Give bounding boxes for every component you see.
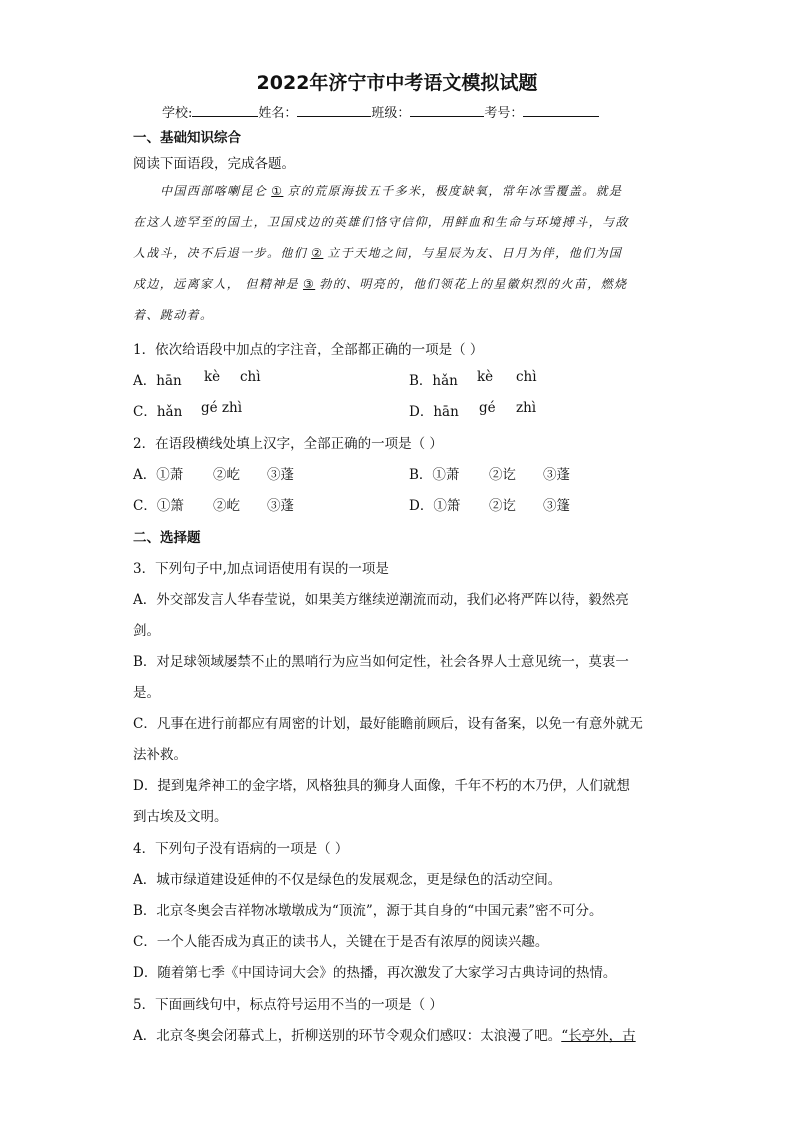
q2-a-2: ②屹 (213, 467, 240, 483)
q1-d-3: zhì (516, 400, 537, 416)
q1-c-2: gé zhì (201, 400, 243, 416)
q5-stem: 5．下面画线句中，标点符号运用不当的一项是（ ） (133, 997, 443, 1013)
passage-text: 勃的、明亮的，他们领花上的星徽炽烈的火苗，燃烧 (319, 277, 628, 291)
q2-c-3: ③蓬 (267, 498, 294, 514)
q2-option-b[interactable] (409, 463, 570, 483)
class-blank[interactable] (410, 102, 484, 117)
q2-b-1: B．①萧 (409, 467, 460, 483)
q2-option-c[interactable] (133, 494, 294, 514)
q2-d-1: D．①箫 (409, 498, 461, 514)
q3-option-d-cont: 到古埃及文明。 (133, 809, 228, 825)
passage-line-1 (160, 182, 622, 199)
q1-option-b[interactable] (409, 369, 537, 389)
q3-option-c[interactable]: C．凡事在进行前都应有周密的计划，最好能瞻前顾后，设有备案，以免一有意外就无 (133, 716, 643, 732)
passage-line-2: 在这人迹罕至的国土，卫国戍边的英雄们恪守信仰，用鲜血和生命与环境搏斗，与敌 (133, 215, 629, 229)
section2-heading: 二、选择题 (133, 530, 201, 546)
q1-option-c[interactable] (133, 400, 243, 420)
q1-b-3: chì (516, 369, 537, 385)
passage-line-4 (133, 275, 627, 292)
q5-a-text: A．北京冬奥会闭幕式上，折柳送别的环节令观众们感叹：太浪漫了吧。 (133, 1028, 562, 1044)
q4-option-a[interactable]: A．城市绿道建设延伸的不仅是绿色的发展观念，更是绿色的活动空间。 (133, 872, 562, 888)
q1-d-1: D．hān (409, 404, 459, 420)
q1-d-2: gé (479, 400, 496, 416)
q4-stem: 4．下列句子没有语病的一项是（ ） (133, 841, 349, 857)
passage-line-5: 着、跳动着。 (133, 308, 214, 322)
passage-text: 人战斗，决不后退一步。他们 (133, 246, 308, 260)
q2-c-1: C．①箫 (133, 498, 184, 514)
q1-b-1: B．hǎn (409, 373, 458, 389)
class-label: 班级： (371, 106, 411, 121)
passage-text: 京的荒原海拔五千多米，极度缺氧，常年冰雪覆盖。就是 (287, 184, 623, 198)
blank-marker-1: ① (271, 184, 284, 198)
section1-intro: 阅读下面语段，完成各题。 (133, 156, 295, 172)
q1-a-3: chì (240, 369, 261, 385)
q3-option-d[interactable]: D．提到鬼斧神工的金字塔，风格独具的狮身人面像，千年不朽的木乃伊，人们就想 (133, 778, 630, 794)
student-info-row (162, 102, 599, 121)
q2-a-1: A．①萧 (133, 467, 184, 483)
q1-a-2: kè (204, 369, 221, 385)
q1-stem: 1．依次给语段中加点的字注音，全部都正确的一项是（ ） (133, 342, 484, 358)
page-title: 2022年济宁市中考语文模拟试题 (256, 72, 538, 94)
q2-option-a[interactable] (133, 463, 294, 483)
name-blank[interactable] (297, 102, 371, 117)
q2-option-d[interactable] (409, 494, 570, 514)
q2-b-2: ②讫 (489, 467, 516, 483)
q3-option-b-cont: 是。 (133, 685, 160, 701)
q2-b-3: ③蓬 (543, 467, 570, 483)
q1-a-1: A．hān (133, 373, 182, 389)
exam-no-blank[interactable] (523, 102, 599, 117)
q1-c-1: C．hǎn (133, 404, 183, 420)
q2-c-2: ②屹 (213, 498, 240, 514)
q4-option-d[interactable]: D．随着第七季《中国诗词大会》的热播，再次激发了大家学习古典诗词的热情。 (133, 965, 617, 981)
q2-a-3: ③蓬 (267, 467, 294, 483)
q2-stem: 2．在语段横线处填上汉字，全部正确的一项是（ ） (133, 436, 443, 452)
q1-b-2: kè (477, 369, 494, 385)
q3-stem: 3．下列句子中,加点词语使用有误的一项是 (133, 561, 389, 577)
q5-a-underlined: “长亭外，古 (561, 1028, 636, 1044)
q5-option-a[interactable] (133, 1024, 636, 1044)
school-blank[interactable] (192, 102, 258, 117)
school-label: 学校: (162, 106, 193, 121)
q1-option-a[interactable] (133, 369, 261, 389)
q3-option-c-cont: 法补救。 (133, 747, 187, 763)
passage-text: 中国西部喀喇昆仑 (160, 184, 268, 198)
q2-d-2: ②讫 (489, 498, 516, 514)
q2-d-3: ③篷 (543, 498, 570, 514)
q4-option-b[interactable]: B．北京冬奥会吉祥物冰墩墩成为“顶流”，源于其自身的“中国元素”密不可分。 (133, 903, 603, 919)
q4-option-c[interactable]: C．一个人能否成为真正的读书人，关键在于是否有浓厚的阅读兴趣。 (133, 934, 549, 950)
passage-text: 立于天地之间，与星辰为友、日月为伴，他们为国 (327, 246, 623, 260)
name-label: 姓名： (258, 106, 298, 121)
blank-marker-2: ② (311, 246, 324, 260)
passage-text: 戍边，远离家人， 但精神是 (133, 277, 300, 291)
passage-line-3 (133, 244, 622, 261)
blank-marker-3: ③ (303, 277, 316, 291)
q3-option-a[interactable]: A．外交部发言人华春莹说，如果美方继续逆潮流而动，我们必将严阵以待，毅然亮 (133, 592, 629, 608)
q3-option-a-cont: 剑。 (133, 623, 160, 639)
exam-no-label: 考号： (484, 106, 524, 121)
section1-heading: 一、基础知识综合 (133, 130, 241, 146)
q3-option-b[interactable]: B．对足球领域屡禁不止的黑哨行为应当如何定性，社会各界人士意见统一，莫衷一 (133, 654, 629, 670)
q1-option-d[interactable] (409, 400, 537, 420)
